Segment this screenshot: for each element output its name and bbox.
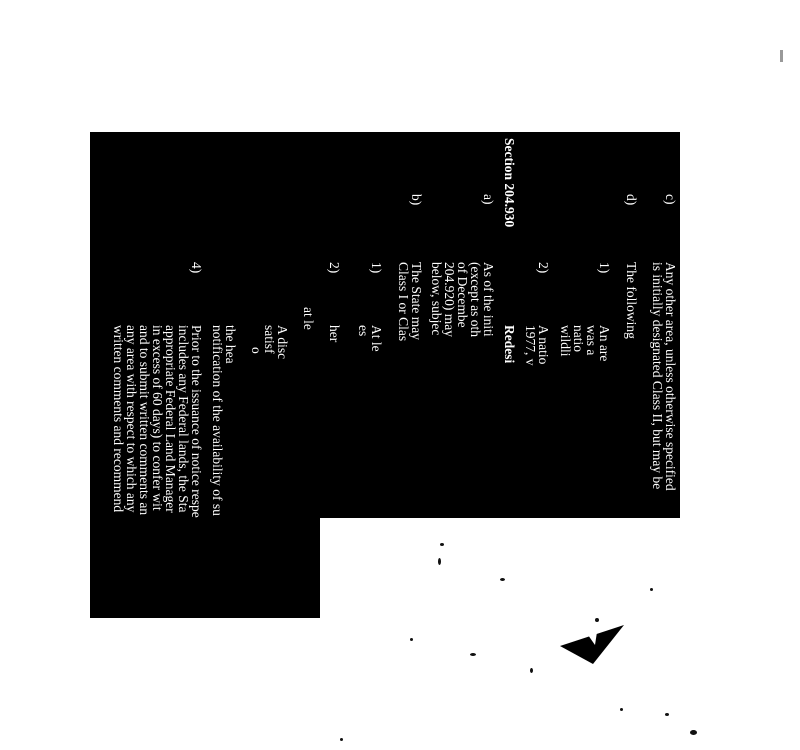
text-line-d1-text-3: natio <box>571 325 586 352</box>
text-line-c-label: c) <box>663 194 678 205</box>
text-line-d2-label: 2) <box>536 262 551 274</box>
text-line-b-text-1: The State may <box>409 262 424 340</box>
text-line-a-label: a) <box>481 194 496 205</box>
text-line-sec-heading: Section 204.930 <box>502 138 517 228</box>
text-line-a-text-5: below, subjec <box>429 262 444 336</box>
text-line-d1-text-1: An are <box>597 325 612 362</box>
text-line-b4-text-1: Prior to the issuance of notice respe <box>189 325 204 518</box>
text-line-c-text-1: Any other area, unless otherwise specified <box>663 262 678 491</box>
text-line-b2-text-4: satisf <box>262 325 277 354</box>
text-line-d1-label: 1) <box>597 262 612 274</box>
text-line-b1-text-2: es <box>356 325 371 337</box>
text-line-sec-heading-2: Redesi <box>502 325 517 364</box>
text-line-b4-text-3: appropriate Federal Land Manager <box>163 325 178 513</box>
text-line-b2-text-2: at le <box>301 307 316 330</box>
edge-mark <box>780 50 783 62</box>
text-line-b4-text-7: written comments and recommend <box>111 325 126 513</box>
image-damage-region <box>320 518 738 750</box>
text-line-b2-text-6: the hea <box>223 325 238 364</box>
text-line-d-text: The following <box>624 262 639 339</box>
text-line-b4-text-2: includes any Federal lands, the Sta <box>176 325 191 513</box>
page-number: 39 <box>180 668 195 682</box>
text-line-a-text-2: (except as oth <box>468 262 483 337</box>
text-line-d2-text-2: 1977, v <box>523 325 538 366</box>
text-line-b2-label: 2) <box>327 262 342 274</box>
text-line-d2-text-1: A natio <box>536 325 551 365</box>
scanned-page <box>90 132 680 682</box>
triangle-mark-icon <box>320 518 738 750</box>
text-line-c-text-2: is initially designated Class II, but may be <box>650 262 665 490</box>
text-line-a-text-4: 204.920) may <box>442 262 457 337</box>
text-line-d-label: d) <box>624 194 639 206</box>
text-line-b4-label: 4) <box>189 262 204 274</box>
text-line-b2-text-1: her <box>327 325 342 343</box>
text-line-b4-text-5: and to submit written comments an <box>137 325 152 516</box>
text-line-b1-label: 1) <box>369 262 384 274</box>
text-line-b-label: b) <box>409 194 424 206</box>
text-line-b4-text-6: any area with respect to which any <box>124 325 139 513</box>
text-line-b4-text-4: in excess of 60 days) to confer wit <box>150 325 165 511</box>
text-line-b2-text-5: o <box>249 347 264 354</box>
text-line-b1-text-1: At le <box>369 325 384 352</box>
text-line-d1-text-4: wildli <box>558 325 573 357</box>
text-line-b2-text-3: A disc <box>275 325 290 360</box>
text-line-a-text-1: As of the initi <box>481 262 496 337</box>
text-line-b2-text-7: notification of the availability of su <box>210 325 225 516</box>
text-line-b-text-2: Class I or Clas <box>396 262 411 342</box>
text-line-a-text-3: of Decembe <box>455 262 470 328</box>
text-line-d1-text-2: was a <box>584 325 599 356</box>
